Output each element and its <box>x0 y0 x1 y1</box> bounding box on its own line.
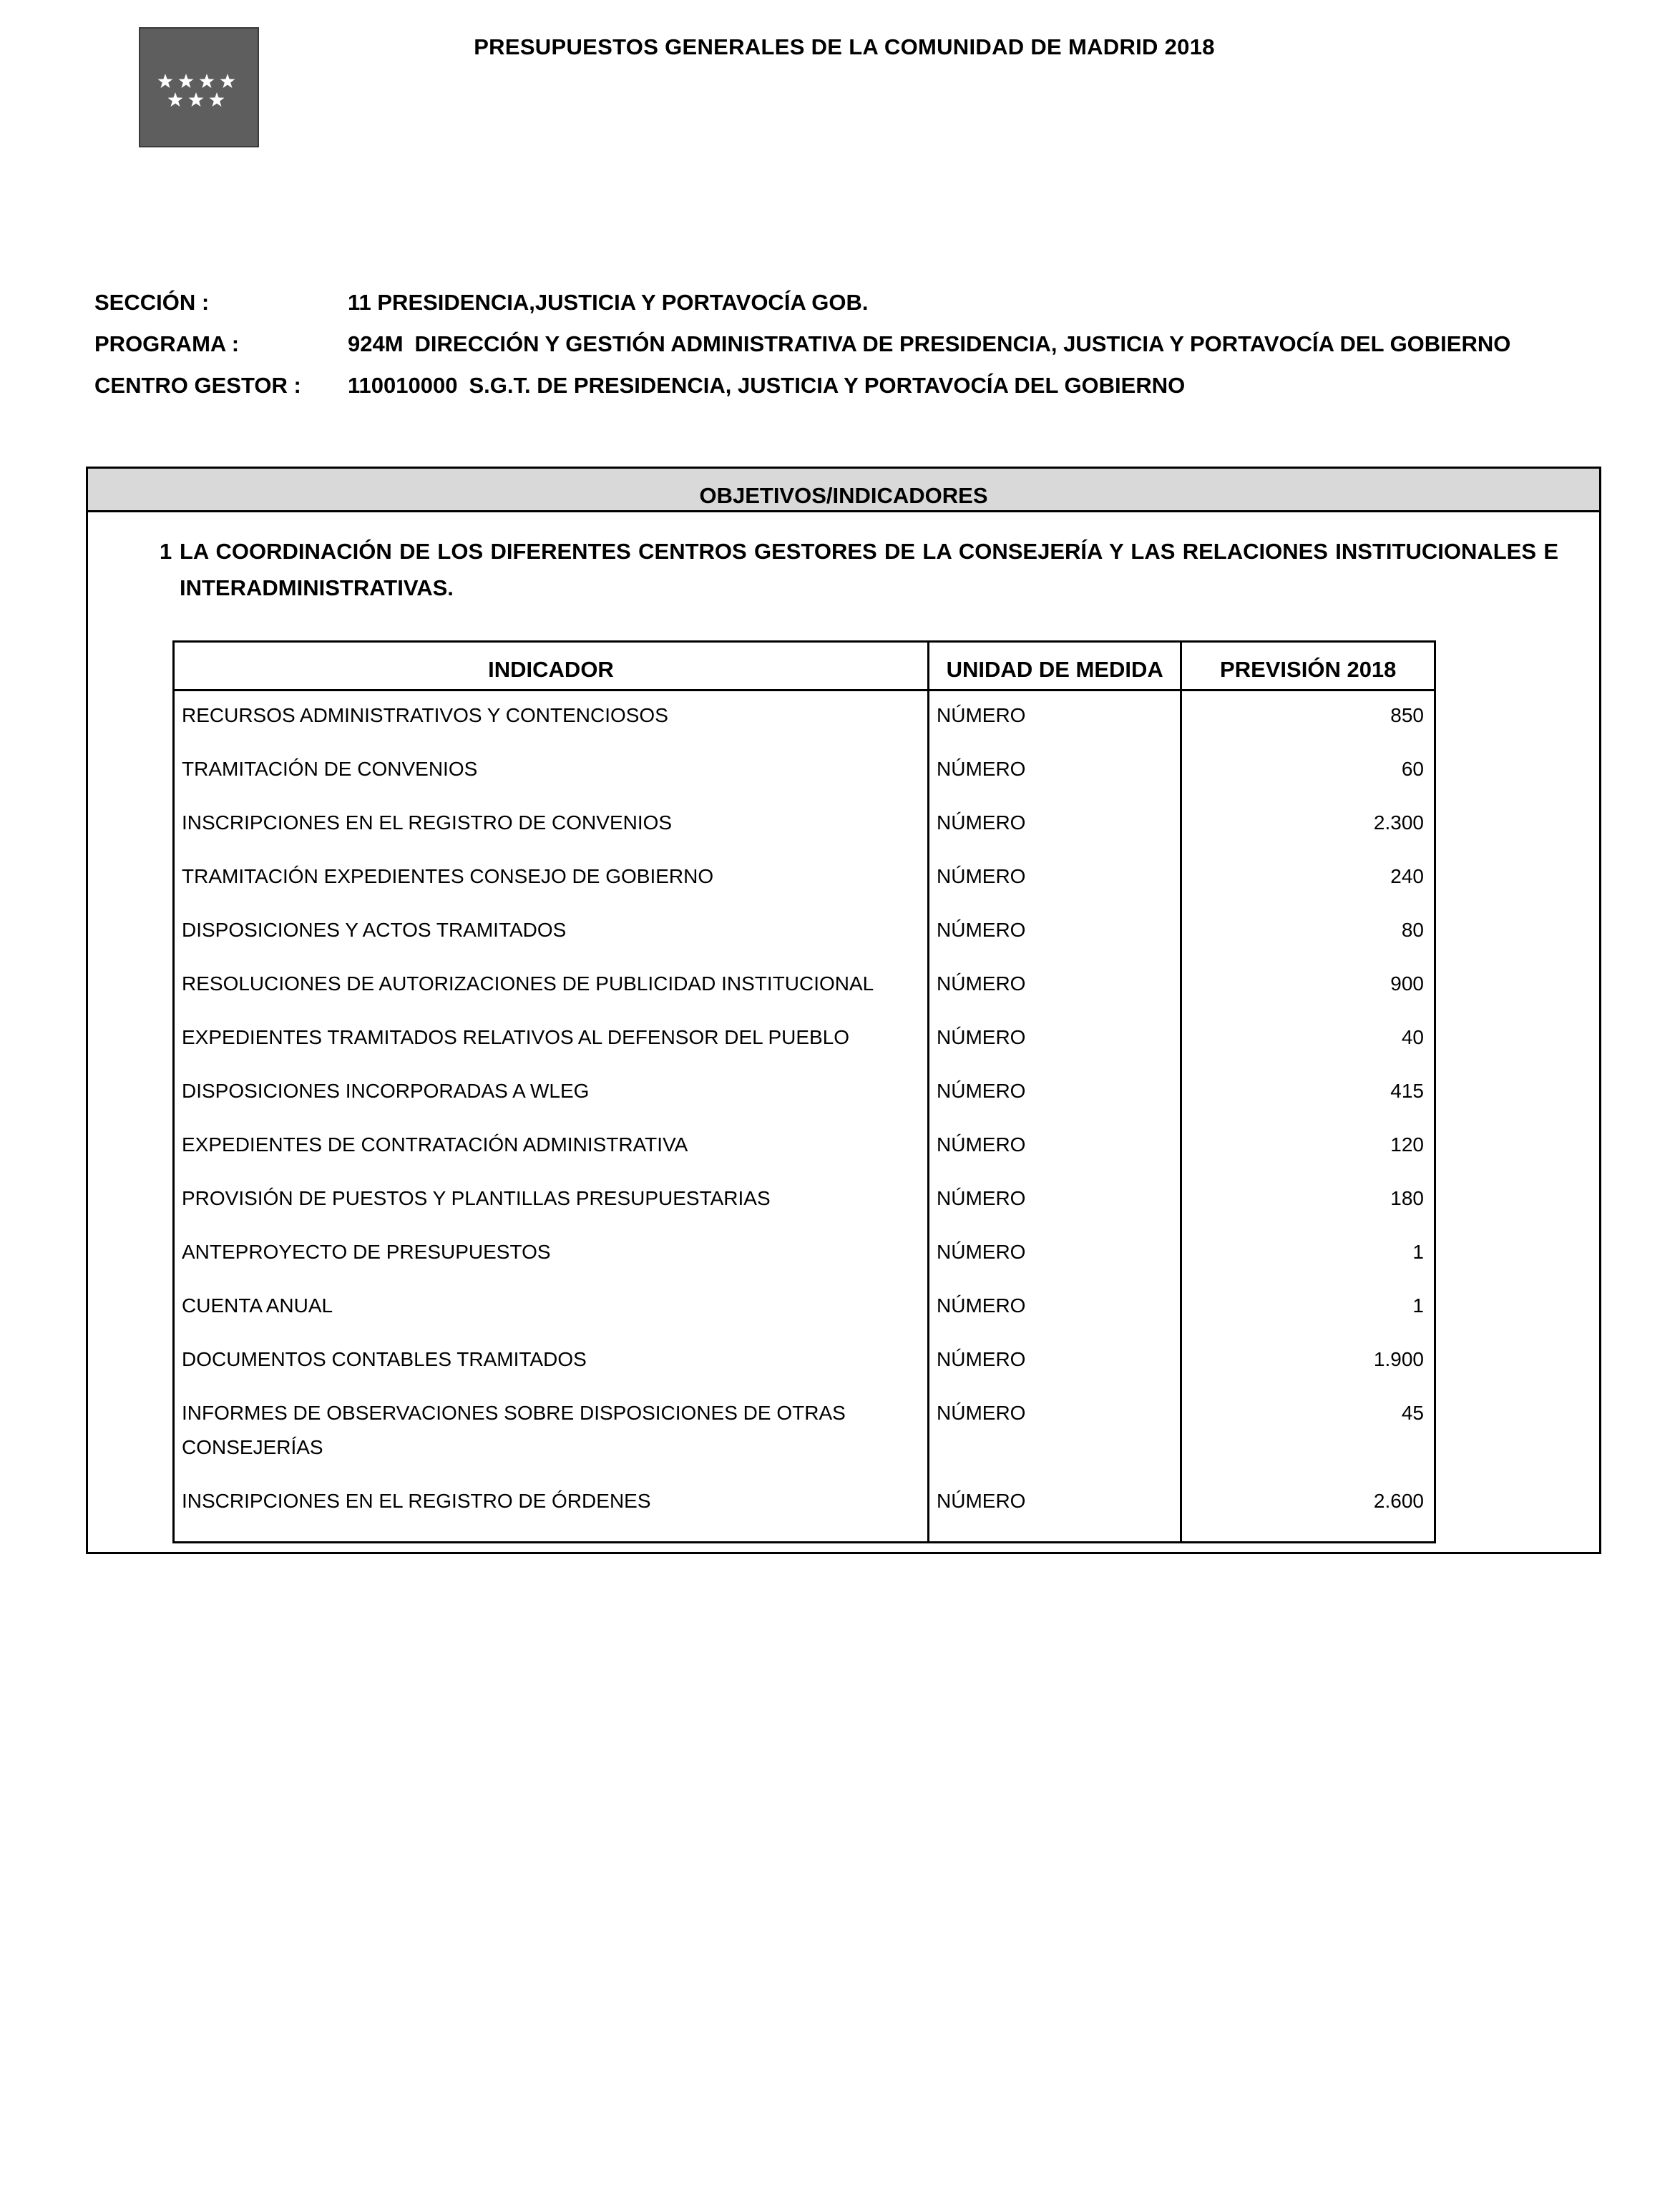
table-row <box>174 1389 1435 1477</box>
prevision-cell: 180 <box>1181 1174 1435 1228</box>
unidad-cell: NÚMERO <box>929 1335 1181 1389</box>
unidad-cell: NÚMERO <box>929 852 1181 906</box>
seccion-value: 11 PRESIDENCIA,JUSTICIA Y PORTAVOCÍA GOB. <box>348 290 869 315</box>
objective-number: 1 <box>160 539 172 564</box>
seccion-row <box>94 285 1583 321</box>
section-title: OBJETIVOS/INDICADORES <box>88 469 1599 512</box>
column-header-prevision: PREVISIÓN 2018 <box>1181 642 1435 690</box>
unidad-cell: NÚMERO <box>929 1013 1181 1067</box>
unidad-cell: NÚMERO <box>929 906 1181 960</box>
unidad-cell: NÚMERO <box>929 745 1181 799</box>
unidad-cell: NÚMERO <box>929 1121 1181 1174</box>
prevision-cell: 415 <box>1181 1067 1435 1121</box>
indicador-cell: RESOLUCIONES DE AUTORIZACIONES DE PUBLICIDAD INSTITUCIONAL <box>182 972 874 995</box>
table-row <box>174 1335 1435 1389</box>
budget-metadata <box>94 285 1583 409</box>
unidad-cell: NÚMERO <box>929 799 1181 852</box>
centro-gestor-value <box>348 368 1583 404</box>
prevision-cell: 40 <box>1181 1013 1435 1067</box>
table-row <box>174 1013 1435 1067</box>
indicador-cell: DISPOSICIONES Y ACTOS TRAMITADOS <box>182 919 567 941</box>
table-row <box>174 1282 1435 1335</box>
prevision-cell: 2.300 <box>1181 799 1435 852</box>
centro-gestor-label: CENTRO GESTOR : <box>94 373 301 398</box>
objective-text: LA COORDINACIÓN DE LOS DIFERENTES CENTROS GESTORES DE LA CONSEJERÍA Y LAS RELACIONES INSTITUCIONALES E INTERADMINISTRATIVAS. <box>180 539 1558 600</box>
table-row <box>174 799 1435 852</box>
column-header-unidad: UNIDAD DE MEDIDA <box>929 642 1181 690</box>
programa-value <box>348 326 1583 362</box>
seccion-label: SECCIÓN : <box>94 290 210 315</box>
programa-name: DIRECCIÓN Y GESTIÓN ADMINISTRATIVA DE PRESIDENCIA, JUSTICIA Y PORTAVOCÍA DEL GOBIERNO <box>414 331 1511 356</box>
comunidad-de-madrid-logo <box>139 27 259 147</box>
indicador-cell: CUENTA ANUAL <box>182 1294 333 1317</box>
unidad-cell: NÚMERO <box>929 690 1181 746</box>
table-row <box>174 1121 1435 1174</box>
indicador-cell: EXPEDIENTES TRAMITADOS RELATIVOS AL DEFENSOR DEL PUEBLO <box>182 1026 850 1048</box>
indicador-cell: INSCRIPCIONES EN EL REGISTRO DE CONVENIOS <box>182 811 673 834</box>
prevision-cell: 240 <box>1181 852 1435 906</box>
prevision-cell: 45 <box>1181 1389 1435 1477</box>
indicador-cell: PROVISIÓN DE PUESTOS Y PLANTILLAS PRESUPUESTARIAS <box>182 1187 771 1209</box>
table-row <box>174 1067 1435 1121</box>
unidad-cell: NÚMERO <box>929 1389 1181 1477</box>
unidad-cell: NÚMERO <box>929 1282 1181 1335</box>
column-header-indicador: INDICADOR <box>174 642 929 690</box>
prevision-cell: 900 <box>1181 960 1435 1013</box>
prevision-cell: 1.900 <box>1181 1335 1435 1389</box>
indicador-cell: RECURSOS ADMINISTRATIVOS Y CONTENCIOSOS <box>182 704 668 726</box>
unidad-cell: NÚMERO <box>929 960 1181 1013</box>
programa-code: 924M <box>348 331 404 356</box>
unidad-cell: NÚMERO <box>929 1228 1181 1282</box>
comunidad-de-madrid-stars-icon <box>140 29 258 146</box>
table-row <box>174 690 1435 746</box>
centro-gestor-code: 110010000 <box>348 373 458 398</box>
prevision-cell: 80 <box>1181 906 1435 960</box>
indicador-cell: DOCUMENTOS CONTABLES TRAMITADOS <box>182 1348 587 1370</box>
indicador-cell: INSCRIPCIONES EN EL REGISTRO DE ÓRDENES <box>182 1490 651 1512</box>
table-row <box>174 745 1435 799</box>
prevision-cell: 1 <box>1181 1228 1435 1282</box>
unidad-cell: NÚMERO <box>929 1174 1181 1228</box>
table-row <box>174 1228 1435 1282</box>
unidad-cell: NÚMERO <box>929 1477 1181 1543</box>
centro-gestor-name: S.G.T. DE PRESIDENCIA, JUSTICIA Y PORTAVOCÍA DEL GOBIERNO <box>469 373 1186 398</box>
table-row <box>174 1174 1435 1228</box>
prevision-cell: 60 <box>1181 745 1435 799</box>
objective <box>160 533 1558 606</box>
table-header-row <box>174 642 1435 690</box>
objetivos-indicadores-section <box>86 467 1601 1554</box>
indicators-table <box>172 640 1436 1543</box>
programa-row <box>94 326 1583 362</box>
centro-gestor-row <box>94 368 1583 404</box>
unidad-cell: NÚMERO <box>929 1067 1181 1121</box>
indicador-cell: INFORMES DE OBSERVACIONES SOBRE DISPOSICIONES DE OTRAS CONSEJERÍAS <box>182 1402 846 1458</box>
prevision-cell: 2.600 <box>1181 1477 1435 1543</box>
document-title: PRESUPUESTOS GENERALES DE LA COMUNIDAD DE MADRID 2018 <box>474 34 1215 59</box>
table-row <box>174 852 1435 906</box>
table-row <box>174 960 1435 1013</box>
prevision-cell: 850 <box>1181 690 1435 746</box>
indicador-cell: EXPEDIENTES DE CONTRATACIÓN ADMINISTRATIVA <box>182 1133 688 1156</box>
indicador-cell: TRAMITACIÓN DE CONVENIOS <box>182 758 478 780</box>
table-row <box>174 1477 1435 1543</box>
prevision-cell: 1 <box>1181 1282 1435 1335</box>
table-row <box>174 906 1435 960</box>
indicador-cell: TRAMITACIÓN EXPEDIENTES CONSEJO DE GOBIERNO <box>182 865 714 887</box>
indicador-cell: DISPOSICIONES INCORPORADAS A WLEG <box>182 1080 590 1102</box>
programa-label: PROGRAMA : <box>94 331 240 356</box>
prevision-cell: 120 <box>1181 1121 1435 1174</box>
indicador-cell: ANTEPROYECTO DE PRESUPUESTOS <box>182 1241 551 1263</box>
